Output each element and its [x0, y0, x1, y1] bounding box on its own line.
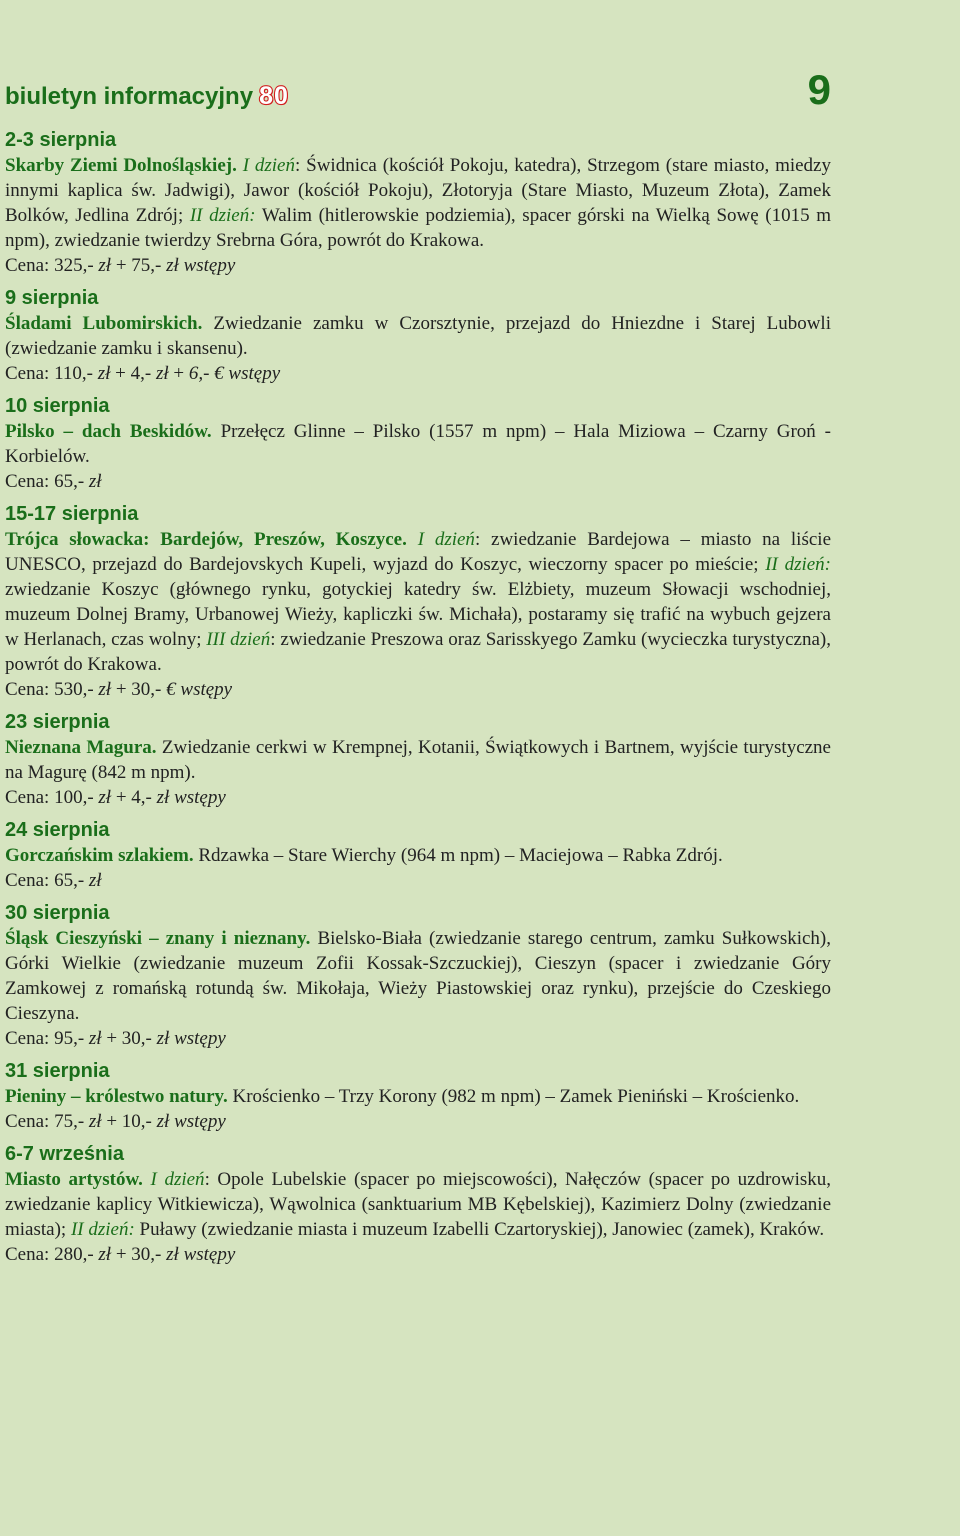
price-text: + 4,-: [111, 787, 157, 808]
trip-title: Nieznana Magura.: [5, 737, 157, 758]
trip-price: [5, 868, 831, 893]
trip-entry: [5, 394, 831, 494]
trip-date: 30 sierpnia: [5, 902, 110, 924]
trip-description: [5, 419, 831, 469]
trip-price: [5, 469, 831, 494]
trip-text: Zwiedzanie zamku w Czorsztynie, przejazd do Hniezdne i Starej Lubowli (zwiedzanie zamku i skansenu).: [5, 313, 831, 359]
price-unit: zł: [88, 471, 102, 492]
trip-description: [5, 153, 831, 253]
page-number: 9: [807, 66, 831, 113]
trip-entry: [5, 901, 831, 1051]
trip-date: 9 sierpnia: [5, 287, 99, 309]
price-text: + 75,-: [111, 255, 167, 276]
trip-price: [5, 1109, 831, 1134]
trip-title: Trójca słowacka: Bardejów, Preszów, Koszyce.: [5, 529, 407, 550]
trip-text: Bielsko-Biała (zwiedzanie starego centrum, zamku Sułkowskich), Górki Wielkie (zwiedzanie muzeum Zofii Kossak-Szczuckiej), Cieszyn (spacer i zwiedzanie Góry Zamkowej z romańską rotundą św. Mikołaja, Wieży Piastowskiej oraz rynku), przejście do Czeskiego Cieszyna.: [5, 928, 831, 1024]
price-unit: € wstępy: [166, 679, 233, 700]
trip-text: Przełęcz Glinne – Pilsko (1557 m npm) – Hala Miziowa – Czarny Groń - Korbielów.: [5, 421, 831, 467]
price-text: + 30,-: [101, 1028, 157, 1049]
trip-date: 31 sierpnia: [5, 1060, 110, 1082]
trip-date: 15-17 sierpnia: [5, 503, 139, 525]
day-label: II dzień:: [70, 1219, 135, 1240]
price-unit: zł wstępy: [156, 1028, 226, 1049]
trip-title: Skarby Ziemi Dolnośląskiej.: [5, 155, 237, 176]
trip-text: zwiedzanie Koszyc (głównego rynku, gotyckiej katedry św. Elżbiety, muzeum Słowacji wschodniej, muzeum Dolnej Bramy, Urbanowej Wieży, kapliczki św. Michała), postaramy się trafić na wybuch gejzera w Herlanach, czas wolny;: [5, 579, 831, 650]
trip-date: 23 sierpnia: [5, 711, 110, 733]
trip-text: Rdzawka – Stare Wierchy (964 m npm) – Maciejowa – Rabka Zdrój.: [193, 845, 723, 866]
trip-description: [5, 311, 831, 361]
trip-price: [5, 1026, 831, 1051]
trip-text: : zwiedzanie Preszowa oraz Sarisskyego Zamku (wycieczka turystyczna), powrót do Krakowa.: [5, 629, 831, 675]
trip-description: [5, 735, 831, 785]
price-text: + 30,-: [111, 1244, 167, 1265]
price-text: + 10,-: [101, 1111, 157, 1132]
price-unit: zł: [98, 787, 112, 808]
price-text: Cena: 95,-: [5, 1028, 89, 1049]
price-unit: zł wstępy: [166, 1244, 236, 1265]
trip-price: [5, 361, 831, 386]
price-text: Cena: 75,-: [5, 1111, 89, 1132]
price-text: Cena: 65,-: [5, 870, 89, 891]
trip-price: [5, 1242, 831, 1267]
trip-title: Miasto artystów.: [5, 1169, 143, 1190]
day-label: I dzień: [242, 155, 295, 176]
trip-text: : zwiedzanie Bardejowa – miasto na liście UNESCO, przejazd do Bardejovskych Kupeli, wyjazd do Koszyc, wieczorny spacer po mieście;: [5, 529, 832, 575]
price-unit: zł wstępy: [156, 787, 226, 808]
trip-date: 6-7 września: [5, 1143, 124, 1165]
trip-price: [5, 253, 831, 278]
price-unit: zł: [155, 363, 169, 384]
price-unit: zł: [98, 1244, 112, 1265]
price-text: Cena: 280,-: [5, 1244, 99, 1265]
trip-text: [407, 529, 418, 550]
trip-date: 24 sierpnia: [5, 819, 110, 841]
brand-title: [5, 82, 289, 111]
issue-number: 80: [259, 82, 289, 110]
trip-entry: [5, 286, 831, 386]
price-unit: zł: [88, 1111, 102, 1132]
price-text: Cena: 325,-: [5, 255, 99, 276]
trip-list: [5, 128, 831, 1275]
price-unit: zł: [98, 679, 112, 700]
day-label: III dzień: [206, 629, 271, 650]
price-unit: zł wstępy: [166, 255, 236, 276]
trip-description: [5, 527, 831, 677]
trip-title: Śladami Lubomirskich.: [5, 313, 203, 334]
price-unit: 6,- € wstępy: [188, 363, 281, 384]
trip-date: 10 sierpnia: [5, 395, 110, 417]
brand-text: biuletyn informacyjny: [5, 83, 254, 110]
trip-price: [5, 785, 831, 810]
trip-title: Śląsk Cieszyński – znany i nieznany.: [5, 928, 311, 949]
trip-entry: [5, 128, 831, 278]
trip-text: : Świdnica (kościół Pokoju, katedra), Strzegom (stare miasto, miedzy innymi kaplica św. Jadwigi), Jawor (kościół Pokoju), Złotoryja (Stare Miasto, Muzeum Złota), Zamek Bolków, Jedlina Zdrój;: [5, 155, 831, 226]
day-label: II dzień:: [765, 554, 831, 575]
trip-entry: [5, 1059, 831, 1134]
trip-text: Walim (hitlerowskie podziemia), spacer górski na Wielką Sowę (1015 m npm), zwiedzanie twierdzy Srebrna Góra, powrót do Krakowa.: [5, 205, 831, 251]
trip-title: Gorczańskim szlakiem.: [5, 845, 194, 866]
price-unit: zł: [98, 255, 112, 276]
price-text: Cena: 100,-: [5, 787, 99, 808]
trip-text: [143, 1169, 151, 1190]
price-text: Cena: 65,-: [5, 471, 89, 492]
trip-text: Zwiedzanie cerkwi w Krempnej, Kotanii, Świątkowych i Bartnem, wyjście turystyczne na Magurę (842 m npm).: [5, 737, 831, 783]
price-text: + 4,-: [110, 363, 156, 384]
trip-date: 2-3 sierpnia: [5, 129, 117, 151]
price-unit: zł: [97, 363, 111, 384]
trip-entry: [5, 710, 831, 810]
trip-description: [5, 843, 831, 868]
trip-text: Krościenko – Trzy Korony (982 m npm) – Zamek Pieniński – Krościenko.: [227, 1086, 800, 1107]
price-text: + 30,-: [111, 679, 167, 700]
price-unit: zł wstępy: [156, 1111, 226, 1132]
trip-description: [5, 1167, 831, 1242]
price-text: Cena: 530,-: [5, 679, 99, 700]
page-header: [5, 66, 831, 126]
trip-entry: [5, 818, 831, 893]
price-unit: zł: [88, 870, 102, 891]
price-text: Cena: 110,-: [5, 363, 98, 384]
day-label: I dzień: [417, 529, 475, 550]
day-label: I dzień: [150, 1169, 205, 1190]
trip-entry: [5, 1142, 831, 1267]
trip-description: [5, 926, 831, 1026]
trip-text: Puławy (zwiedzanie miasta i muzeum Izabelli Czartoryskiej), Janowiec (zamek), Kraków.: [134, 1219, 825, 1240]
trip-price: [5, 677, 831, 702]
trip-text: : Opole Lubelskie (spacer po miejscowości), Nałęczów (spacer po uzdrowisku, zwiedzanie kaplicy Witkiewicza), Wąwolnica (sanktuarium MB Kębelskiej), Kazimierz Dolny (zwiedzanie miasta);: [5, 1169, 832, 1240]
price-text: +: [168, 363, 189, 384]
day-label: II dzień:: [189, 205, 256, 226]
trip-entry: [5, 502, 831, 702]
trip-title: Pilsko – dach Beskidów.: [5, 421, 212, 442]
trip-description: [5, 1084, 831, 1109]
trip-title: Pieniny – królestwo natury.: [5, 1086, 228, 1107]
price-unit: zł: [88, 1028, 102, 1049]
